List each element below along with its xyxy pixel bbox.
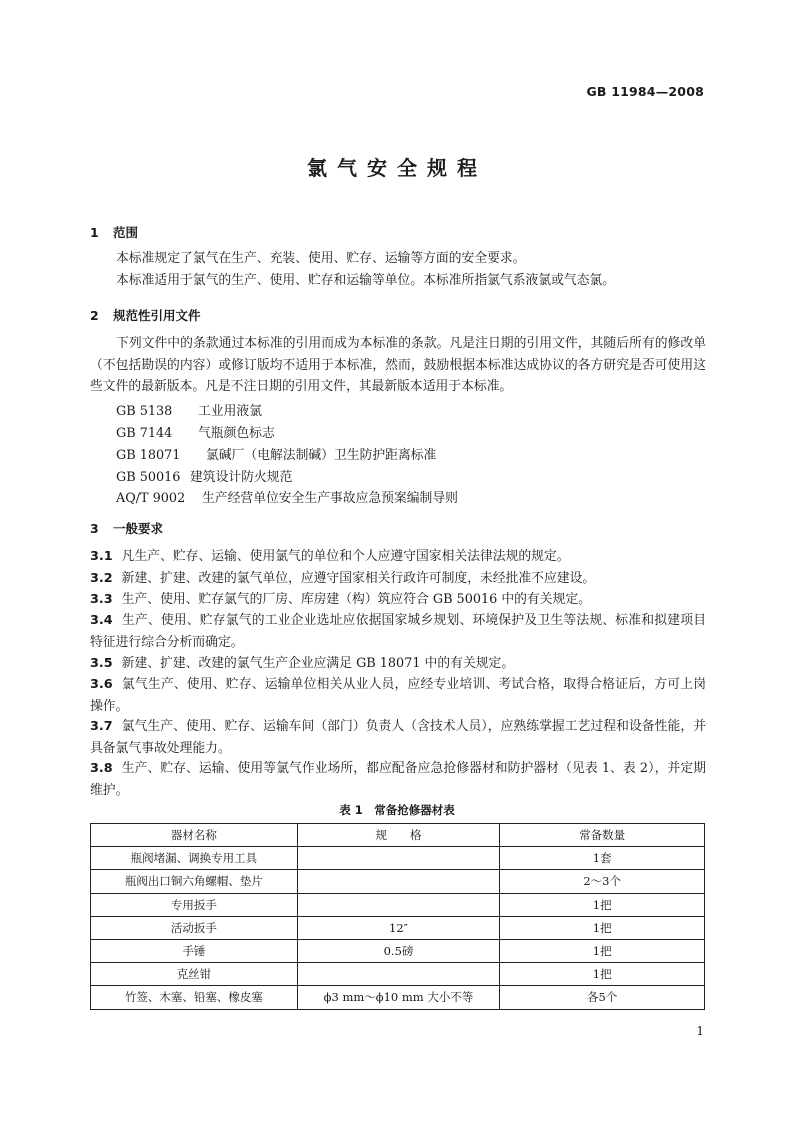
clause-text: 生产、使用、贮存氯气的厂房、库房建（构）筑应符合 GB 50016 中的有关规定。 bbox=[121, 592, 591, 607]
reference-item bbox=[116, 466, 292, 485]
table-row bbox=[91, 870, 705, 893]
section-title: 一般要求 bbox=[113, 521, 164, 536]
reference-title: 氯碱厂（电解法制碱）卫生防护距离标准 bbox=[206, 448, 437, 463]
table-cell: 2～3个 bbox=[500, 870, 705, 893]
table-cell: ϕ3 mm～ϕ10 mm 大小不等 bbox=[297, 986, 500, 1009]
section-heading-normative-references bbox=[90, 306, 201, 324]
reference-code: GB 18071 bbox=[116, 448, 181, 463]
section-number: 3 bbox=[90, 521, 99, 536]
table-row bbox=[91, 963, 705, 986]
clause-text: 氯气生产、使用、贮存、运输单位相关从业人员，应经专业培训、考试合格，取得合格证后，方可上岗操作。 bbox=[90, 677, 706, 714]
clause bbox=[90, 568, 706, 590]
standard-code: GB 11984—2008 bbox=[586, 84, 704, 99]
table-cell: 1把 bbox=[500, 939, 705, 962]
table-cell: 1套 bbox=[500, 847, 705, 870]
reference-code: AQ/T 9002 bbox=[116, 491, 186, 506]
clause bbox=[90, 674, 706, 717]
clause-number: 3.1 bbox=[90, 549, 113, 564]
table-row bbox=[91, 916, 705, 939]
table-cell: 1把 bbox=[500, 916, 705, 939]
table-row bbox=[91, 986, 705, 1009]
column-header: 常备数量 bbox=[500, 824, 705, 847]
paragraph: 下列文件中的条款通过本标准的引用而成为本标准的条款。凡是注日期的引用文件，其随后所有的修改单（不包括勘误的内容）或修订版均不适用于本标准，然而，鼓励根据本标准达成协议的各方研究是否可使用这些文件的最新版本。凡是不注日期的引用文件，其最新版本适用于本标准。 bbox=[90, 336, 706, 394]
clause-text: 新建、扩建、改建的氯气生产企业应满足 GB 18071 中的有关规定。 bbox=[121, 656, 515, 671]
page-number: 1 bbox=[696, 1024, 704, 1038]
clause-number: 3.5 bbox=[90, 656, 113, 671]
table-cell bbox=[297, 847, 500, 870]
table-cell: 0.5磅 bbox=[297, 939, 500, 962]
table-cell bbox=[297, 963, 500, 986]
table-row bbox=[91, 939, 705, 962]
table-cell: 专用扳手 bbox=[91, 893, 298, 916]
table-header-row bbox=[91, 824, 705, 847]
clause-number: 3.2 bbox=[90, 571, 113, 586]
clause bbox=[90, 589, 706, 611]
table-cell: 竹签、木塞、铅塞、橡皮塞 bbox=[91, 986, 298, 1009]
reference-item bbox=[116, 422, 275, 441]
reference-code: GB 5138 bbox=[116, 404, 173, 419]
section-number: 2 bbox=[90, 308, 99, 323]
table-cell: 手锤 bbox=[91, 939, 298, 962]
clause-text: 生产、使用、贮存氯气的工业企业选址应依据国家城乡规划、环境保护及卫生等法规、标准和拟建项目特征进行综合分析而确定。 bbox=[90, 613, 706, 650]
document-title: 氯气安全规程 bbox=[307, 156, 487, 180]
equipment-table bbox=[90, 823, 705, 1010]
clause-text: 生产、贮存、运输、使用等氯气作业场所，都应配备应急抢修器材和防护器材（见表 1、表 2），并定期维护。 bbox=[90, 761, 706, 798]
paragraph: 本标准适用于氯气的生产、使用、贮存和运输等单位。本标准所指氯气系液氯或气态氯。 bbox=[116, 273, 616, 288]
clause bbox=[90, 716, 706, 759]
clause bbox=[90, 653, 706, 675]
section-title: 范围 bbox=[113, 225, 139, 240]
reference-code: GB 50016 bbox=[116, 470, 181, 485]
clause-text: 氯气生产、使用、贮存、运输车间（部门）负责人（含技术人员），应熟练掌握工艺过程和设备性能，并具备氯气事故处理能力。 bbox=[90, 719, 706, 756]
paragraph: 本标准规定了氯气在生产、充装、使用、贮存、运输等方面的安全要求。 bbox=[116, 251, 526, 266]
table-cell: 瓶阀出口铜六角螺帽、垫片 bbox=[91, 870, 298, 893]
table-cell: 瓶阀堵漏、调换专用工具 bbox=[91, 847, 298, 870]
clause-text: 新建、扩建、改建的氯气单位，应遵守国家相关行政许可制度，未经批准不应建设。 bbox=[121, 571, 596, 586]
reference-title: 建筑设计防火规范 bbox=[190, 470, 293, 485]
clause bbox=[90, 546, 706, 568]
reference-code: GB 7144 bbox=[116, 426, 173, 441]
clause-number: 3.8 bbox=[90, 761, 113, 776]
column-header: 规 格 bbox=[297, 824, 500, 847]
column-header: 器材名称 bbox=[91, 824, 298, 847]
clause bbox=[90, 758, 706, 801]
reference-item bbox=[116, 400, 262, 419]
table-row bbox=[91, 847, 705, 870]
clause-number: 3.4 bbox=[90, 613, 113, 628]
table-cell: 12″ bbox=[297, 916, 500, 939]
table-row bbox=[91, 893, 705, 916]
table-caption: 表 1 常备抢修器材表 bbox=[339, 803, 455, 817]
table-cell: 1把 bbox=[500, 893, 705, 916]
table-cell: 1把 bbox=[500, 963, 705, 986]
section-number: 1 bbox=[90, 225, 99, 240]
table-cell: 克丝钳 bbox=[91, 963, 298, 986]
clause-number: 3.6 bbox=[90, 677, 113, 692]
reference-title: 气瓶颜色标志 bbox=[198, 426, 275, 441]
table-cell bbox=[297, 870, 500, 893]
table-cell bbox=[297, 893, 500, 916]
section-heading-general-requirements bbox=[90, 519, 163, 537]
section-heading-scope bbox=[90, 223, 138, 241]
reference-item bbox=[116, 444, 436, 463]
clause-number: 3.3 bbox=[90, 592, 113, 607]
reference-title: 工业用液氯 bbox=[198, 404, 262, 419]
table-cell: 活动扳手 bbox=[91, 916, 298, 939]
table-cell: 各5个 bbox=[500, 986, 705, 1009]
section-title: 规范性引用文件 bbox=[113, 308, 201, 323]
reference-item bbox=[116, 487, 458, 506]
clause bbox=[90, 610, 706, 653]
clause-text: 凡生产、贮存、运输、使用氯气的单位和个人应遵守国家相关法律法规的规定。 bbox=[121, 549, 570, 564]
clause-number: 3.7 bbox=[90, 719, 113, 734]
reference-title: 生产经营单位安全生产事故应急预案编制导则 bbox=[202, 491, 458, 506]
